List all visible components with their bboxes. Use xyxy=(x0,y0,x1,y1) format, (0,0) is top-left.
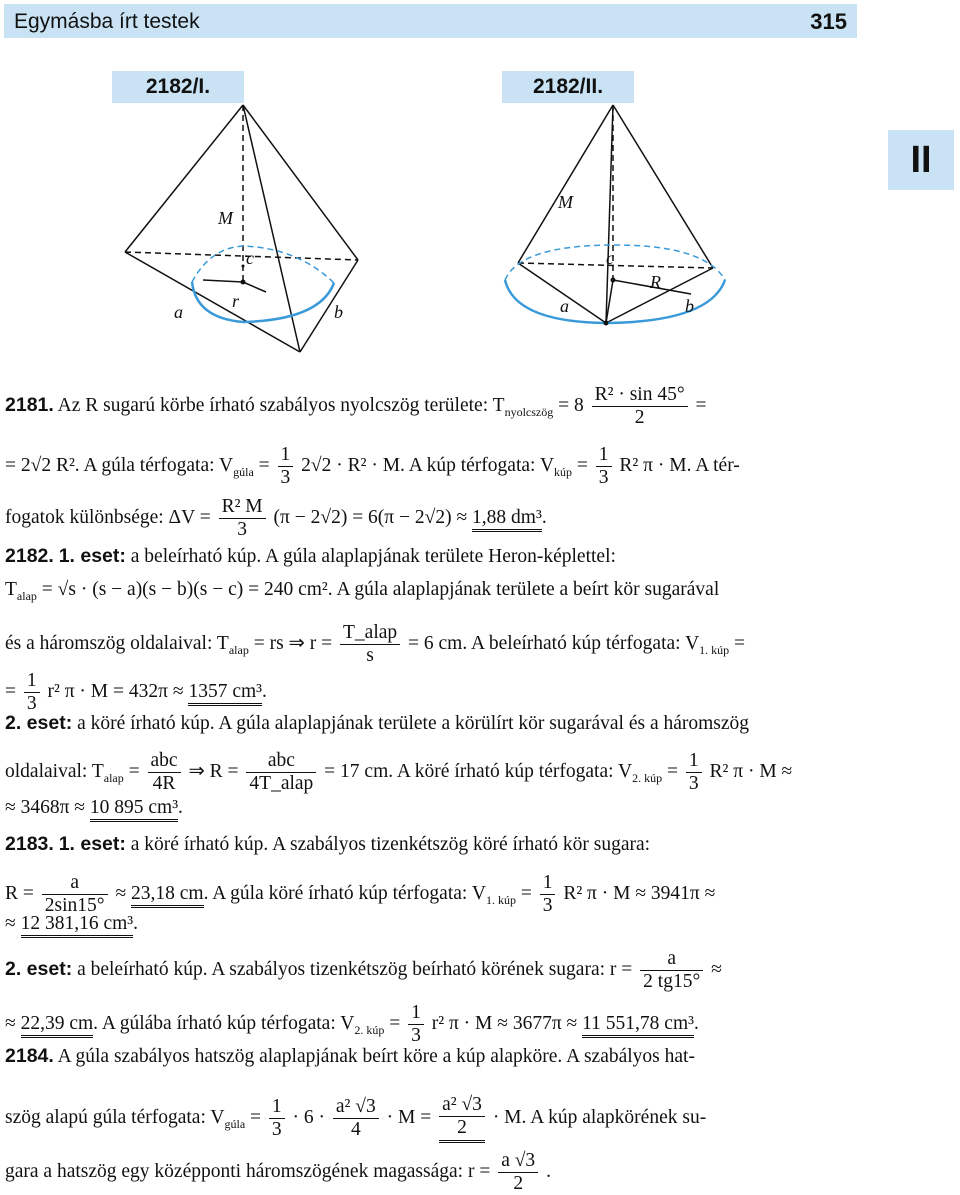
section-tab: II xyxy=(888,130,954,190)
fraction: $\frac{1}{3}$ xyxy=(596,444,612,489)
problem-2184-line-1: 2184. A gúla szabályos hatszög alaplapjának beírt köre a kúp alapköre. A szabályos hat- xyxy=(5,1045,695,1067)
problem-2182-line-7: ≈ 3468π ≈ 10 895 cm³. xyxy=(5,796,183,820)
fraction: $\frac{1}{3}$ xyxy=(278,444,294,489)
fraction: $\frac{\text{R² · sin 45°}}{2}$ xyxy=(592,384,688,429)
problem-number: 2181. xyxy=(5,393,54,416)
problem-2182-line-4: = $\frac{1}{3}$ r² π · M = 432π ≈ 1357 cm³. xyxy=(5,670,267,714)
problem-2182-line-1: 2182. 1. eset: a beleírható kúp. A gúla alaplapjának területe Heron-képlettel: xyxy=(5,545,616,567)
problem-2182-line-3: és a háromszög oldalaival: $T_{alap}$ = rs ⇒ r = $\frac{\text{T\_alap}}{s}$ = 6 cm. A beleírható kúp térfogata: $V_{1. kúp}$ = xyxy=(5,622,746,666)
problem-2182-line-2: $T_{alap} = √s \cdot (s - a)(s - b)(s - c) = 240$ cm². A gúla alaplapjának területe a beírt kör sugarával xyxy=(5,579,720,603)
fraction-underlined: $\frac{\text{a² √3}}{2}$ xyxy=(439,1094,485,1143)
problem-2181-line-3: fogatok különbsége: ΔV = $\frac{\text{R² M}}{3}$ (π − 2√2) = 6(π − 2√2) ≈ 1,88 dm³. xyxy=(5,496,547,540)
result-underlined: 1357 cm³ xyxy=(188,681,262,706)
label-b: b xyxy=(685,296,694,316)
problem-2183-line-3: ≈ 12 381,16 cm³. xyxy=(5,912,138,936)
running-header xyxy=(4,4,857,38)
label-b: b xyxy=(334,302,343,322)
problem-2183-line-2: R = $\frac{a}{2\sin 15^\circ}$ ≈ 23,18 cm. A gúla köré írható kúp térfogata: $V_{1. kúp}$ = $\frac{1}{3}$ R² π · M ≈ 3941π ≈ xyxy=(5,872,716,916)
label-c: c xyxy=(606,248,614,268)
label-R: R xyxy=(650,272,661,292)
fraction: $\frac{\text{abc}}{\text{4T\_alap}}$ xyxy=(246,750,316,795)
fraction: $\frac{1}{3}$ xyxy=(24,670,40,715)
problem-2182-line-6: oldalaival: $T_{alap}$ = $\frac{\text{abc}}{4R}$ ⇒ R = $\frac{\text{abc}}{\text{4T\_alap}}$ = 17 cm. A köré írható kúp térfogata: $V_{2. kúp}$ = $\frac{1}{3}$ R² π · M ≈ xyxy=(5,750,793,794)
problem-number: 2182. xyxy=(5,545,54,567)
page-number: 315 xyxy=(810,9,847,34)
label-M: M xyxy=(558,192,573,212)
figure-label-left: 2182/I. xyxy=(112,71,244,103)
label-c: c xyxy=(246,248,254,268)
label-M: M xyxy=(218,208,233,228)
result-underlined: 1,88 dm³ xyxy=(472,507,542,532)
result-underlined: 22,39 cm xyxy=(21,1013,94,1038)
problem-2182-line-5: 2. eset: a köré írható kúp. A gúla alaplapjának területe a körülírt kör sugarával és a háromszög xyxy=(5,712,750,734)
problem-2184-line-2: szög alapú gúla térfogata: $V_{gúla}$ = $\frac{1}{3}$ · 6 · $\frac{\text{a² √3}}{4}$ · M = $\frac{\text{a² √3}}{2}$ · M. A kúp alapkörének su- xyxy=(5,1094,706,1143)
problem-2181-line-2: = 2√2 R². A gúla térfogata: $V_{gúla}$ = $\frac{1}{3}$ 2√2 · R² · M. A kúp térfogata: $V_{kúp}$ = $\frac{1}{3}$ R² π · M. A tér- xyxy=(5,444,740,488)
fraction: $\frac{1}{3}$ xyxy=(408,1002,424,1047)
fraction: $\frac{1}{3}$ xyxy=(269,1096,285,1141)
figure-label-right: 2182/II. xyxy=(502,71,634,103)
fraction: $\frac{1}{3}$ xyxy=(686,750,702,795)
problem-2183-line-4: 2. eset: a beleírható kúp. A szabályos tizenkétszög beírható körének sugara: r = $\frac{a}{2 tg15^\circ}$ ≈ xyxy=(5,948,722,992)
problem-2183-line-1: 2183. 1. eset: a köré írható kúp. A szabályos tizenkétszög köré írható kör sugara: xyxy=(5,833,651,855)
fraction: $\frac{\text{a² √3}}{4}$ xyxy=(333,1096,379,1141)
result-underlined: 23,18 cm xyxy=(131,883,204,908)
figure-circumscribed-cone xyxy=(480,100,755,330)
result-underlined: 10 895 cm³ xyxy=(90,797,178,822)
fraction: $\frac{\text{T\_alap}}{s}$ xyxy=(340,622,400,667)
problem-number: 2184. xyxy=(5,1045,54,1067)
label-a: a xyxy=(560,296,569,316)
problem-2183-line-5: ≈ 22,39 cm. A gúlába írható kúp térfogata: $V_{2. kúp}$ = $\frac{1}{3}$ r² π · M ≈ 3677π ≈ 11 551,78 cm³. xyxy=(5,1002,699,1046)
result-underlined: 11 551,78 cm³ xyxy=(582,1013,694,1038)
fraction: $\frac{\text{R² M}}{3}$ xyxy=(219,496,266,541)
problem-2181-line-1: 2181. Az R sugarú körbe írható szabályos nyolcszög területe: $T_{nyolcszög} = 8$ $\frac{\text{R² · sin 45°}}{2}$ = xyxy=(5,384,707,428)
problem-2184-line-3: gara a hatszög egy középponti háromszögének magassága: r = $\frac{a √3}{2}$ . xyxy=(5,1150,551,1194)
fraction: $\frac{1}{3}$ xyxy=(540,872,556,917)
result-underlined: 12 381,16 cm³ xyxy=(21,913,134,938)
fraction: $\frac{\text{abc}}{4R}$ xyxy=(148,750,181,795)
figure-inscribed-cone xyxy=(100,100,390,365)
fraction: $\frac{a}{2\sin 15^\circ}$ xyxy=(42,872,108,917)
chapter-title: Egymásba írt testek xyxy=(14,10,200,33)
fraction: $\frac{a √3}{2}$ xyxy=(498,1150,538,1195)
label-r: r xyxy=(232,291,240,311)
problem-number: 2183. xyxy=(5,833,54,855)
label-a: a xyxy=(174,302,183,322)
fraction: $\frac{a}{2 tg15^\circ}$ xyxy=(640,948,703,993)
